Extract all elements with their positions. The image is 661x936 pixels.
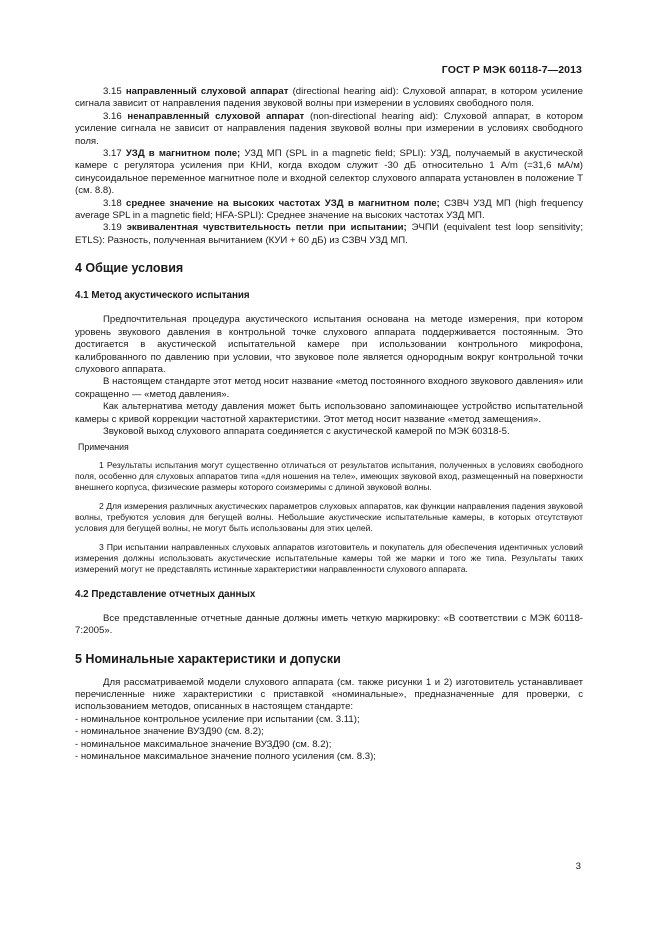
paragraph: Звуковой выход слухового аппарата соединяется с акустической камерой по МЭК 60318-5. xyxy=(103,425,510,437)
list-item-text: - номинальное максимальное значение полного усиления (см. 8.3); xyxy=(75,751,376,762)
definition-3-18 xyxy=(75,198,583,223)
definition-3-19 xyxy=(75,222,583,247)
def-text: (directional hearing aid): Слуховой аппарат, в котором усиление сигнала зависит от направления падения звуковой волны при измерении в условиях свободного поля. xyxy=(75,86,583,110)
section-4-title: 4 Общие условия xyxy=(75,261,184,276)
def-term: направленный слуховой аппарат xyxy=(125,86,289,97)
page-number: 3 xyxy=(575,861,581,872)
paragraph: Все представленные отчетные данные должны иметь четкую маркировку: «В соответствии с МЭК 60118-7:2005». xyxy=(75,612,583,637)
list-item xyxy=(75,751,583,763)
subsection-4-1-title: 4.1 Метод акустического испытания xyxy=(75,290,250,302)
note-3: 3 При испытании направленных слуховых аппаратов изготовитель и покупатель для обеспечения идентичных условий измерения должны использовать акустические испытательные камеры той же марки и того же типа. Результаты таких измерений могут не представлять истинные характеристики направленности слухового аппарата. xyxy=(75,541,583,574)
def-term: ненаправленный слуховой аппарат xyxy=(127,110,305,122)
def-term: среднее значение на высоких частотах УЗД в магнитном поле; xyxy=(126,197,440,209)
def-number: 3.15 xyxy=(103,86,122,97)
def-number: 3.17 xyxy=(103,148,122,160)
note-1: 1 Результаты испытания могут существенно отличаться от результатов испытания, полученных в условиях свободного поля, особенно для слуховых аппаратов типа «для ношения на теле», имеющих звуковой вход, размещенный на поверхности внешнего корпуса, физические размеры которого соизмеримы с длиной звуковой волны. xyxy=(75,459,583,492)
def-number: 3.18 xyxy=(103,197,122,209)
def-number: 3.16 xyxy=(103,110,122,122)
def-text: УЗД МП (SPL in a magnetic field; SPLI): УЗД, получаемый в акустической камере с регулятора усиления при КНИ, когда входом служит -30 дБ относительно 1 А/m (=31,6 мА/м) синусоидальное переменное магнитное поле и входной селектор слухового аппарата установлен в положение Т (см. 8.8). xyxy=(75,148,583,197)
definition-3-17 xyxy=(75,148,583,198)
notes-title: Примечания xyxy=(78,442,129,453)
list-item-text: - номинальное значение ВУЗД90 (см. 8.2); xyxy=(75,726,264,738)
list-item xyxy=(75,714,583,726)
def-number: 3.19 xyxy=(103,222,122,234)
paragraph: В настоящем стандарте этот метод носит название «метод постоянного входного звукового давления» или сокращенно — «метод давления». xyxy=(75,376,583,400)
def-text: (non-directional hearing aid): Слуховой аппарат, в котором усиление сигнала не зависит от направления падения звуковой волны при измерении в условиях свободного поля. xyxy=(75,110,584,147)
standard-header: ГОСТ Р МЭК 60118-7—2013 xyxy=(441,64,582,76)
def-term: эквивалентная чувствительность петли при испытании; xyxy=(126,222,407,234)
subsection-4-2-title: 4.2 Представление отчетных данных xyxy=(75,588,256,600)
document-body xyxy=(75,86,583,763)
def-text: ЭЧПИ (equivalent test loop sensitivity; ETLS): Разность, полученная вычитанием (КУИ + 60 дБ) из СЗВЧ УЗД МП. xyxy=(75,222,583,246)
definition-3-16 xyxy=(75,111,583,148)
def-text: СЗВЧ УЗД МП (high frequency average SPL in a magnetic field; HFA-SPLI): Среднее значение на высоких частотах УЗД МП. xyxy=(75,197,583,222)
paragraph: Для рассматриваемой модели слухового аппарата (см. также рисунки 1 и 2) изготовитель устанавливает перечисленные ниже характеристики с приставкой «номинальные», предназначенные для проверки, с использованием методов, описанных в настоящем стандарте: xyxy=(75,676,583,713)
list-item-text: - номинальное контрольное усиление при испытании (см. 3.11); xyxy=(75,713,360,725)
list-item xyxy=(75,726,583,738)
paragraph: Предпочтительная процедура акустического испытания основана на методе измерения, при котором уровень звукового давления в контрольной точке слухового аппарата поддерживается постоянным. Это достигается в акустической испытательной камере при использовании контрольного микрофона, калиброванного по давлению при условии, что звуковое поле является однородным вокруг контрольной точки слухового аппарата. xyxy=(75,314,583,375)
list-item xyxy=(75,739,583,751)
section-5-title: 5 Номинальные характеристики и допуски xyxy=(75,651,341,666)
paragraph: Как альтернатива методу давления может быть использовано запоминающее устройство испытательной камеры с кривой коррекции частотной характеристики. Этот метод носит название «метод замещения». xyxy=(75,401,583,425)
def-term: УЗД в магнитном поле; xyxy=(125,148,241,160)
note-2: 2 Для измерения различных акустических параметров слуховых аппаратов, как функции направления падения звуковой волны, требуются условия для бегущей волны. Небольшие акустические испытательные камеры, в которых отсутствуют условия для бегущей волны, не могут быть использованы для этих целей. xyxy=(75,500,583,533)
list-item-text: - номинальное максимальное значение ВУЗД90 (см. 8.2); xyxy=(75,738,332,750)
definition-3-15 xyxy=(75,86,583,111)
